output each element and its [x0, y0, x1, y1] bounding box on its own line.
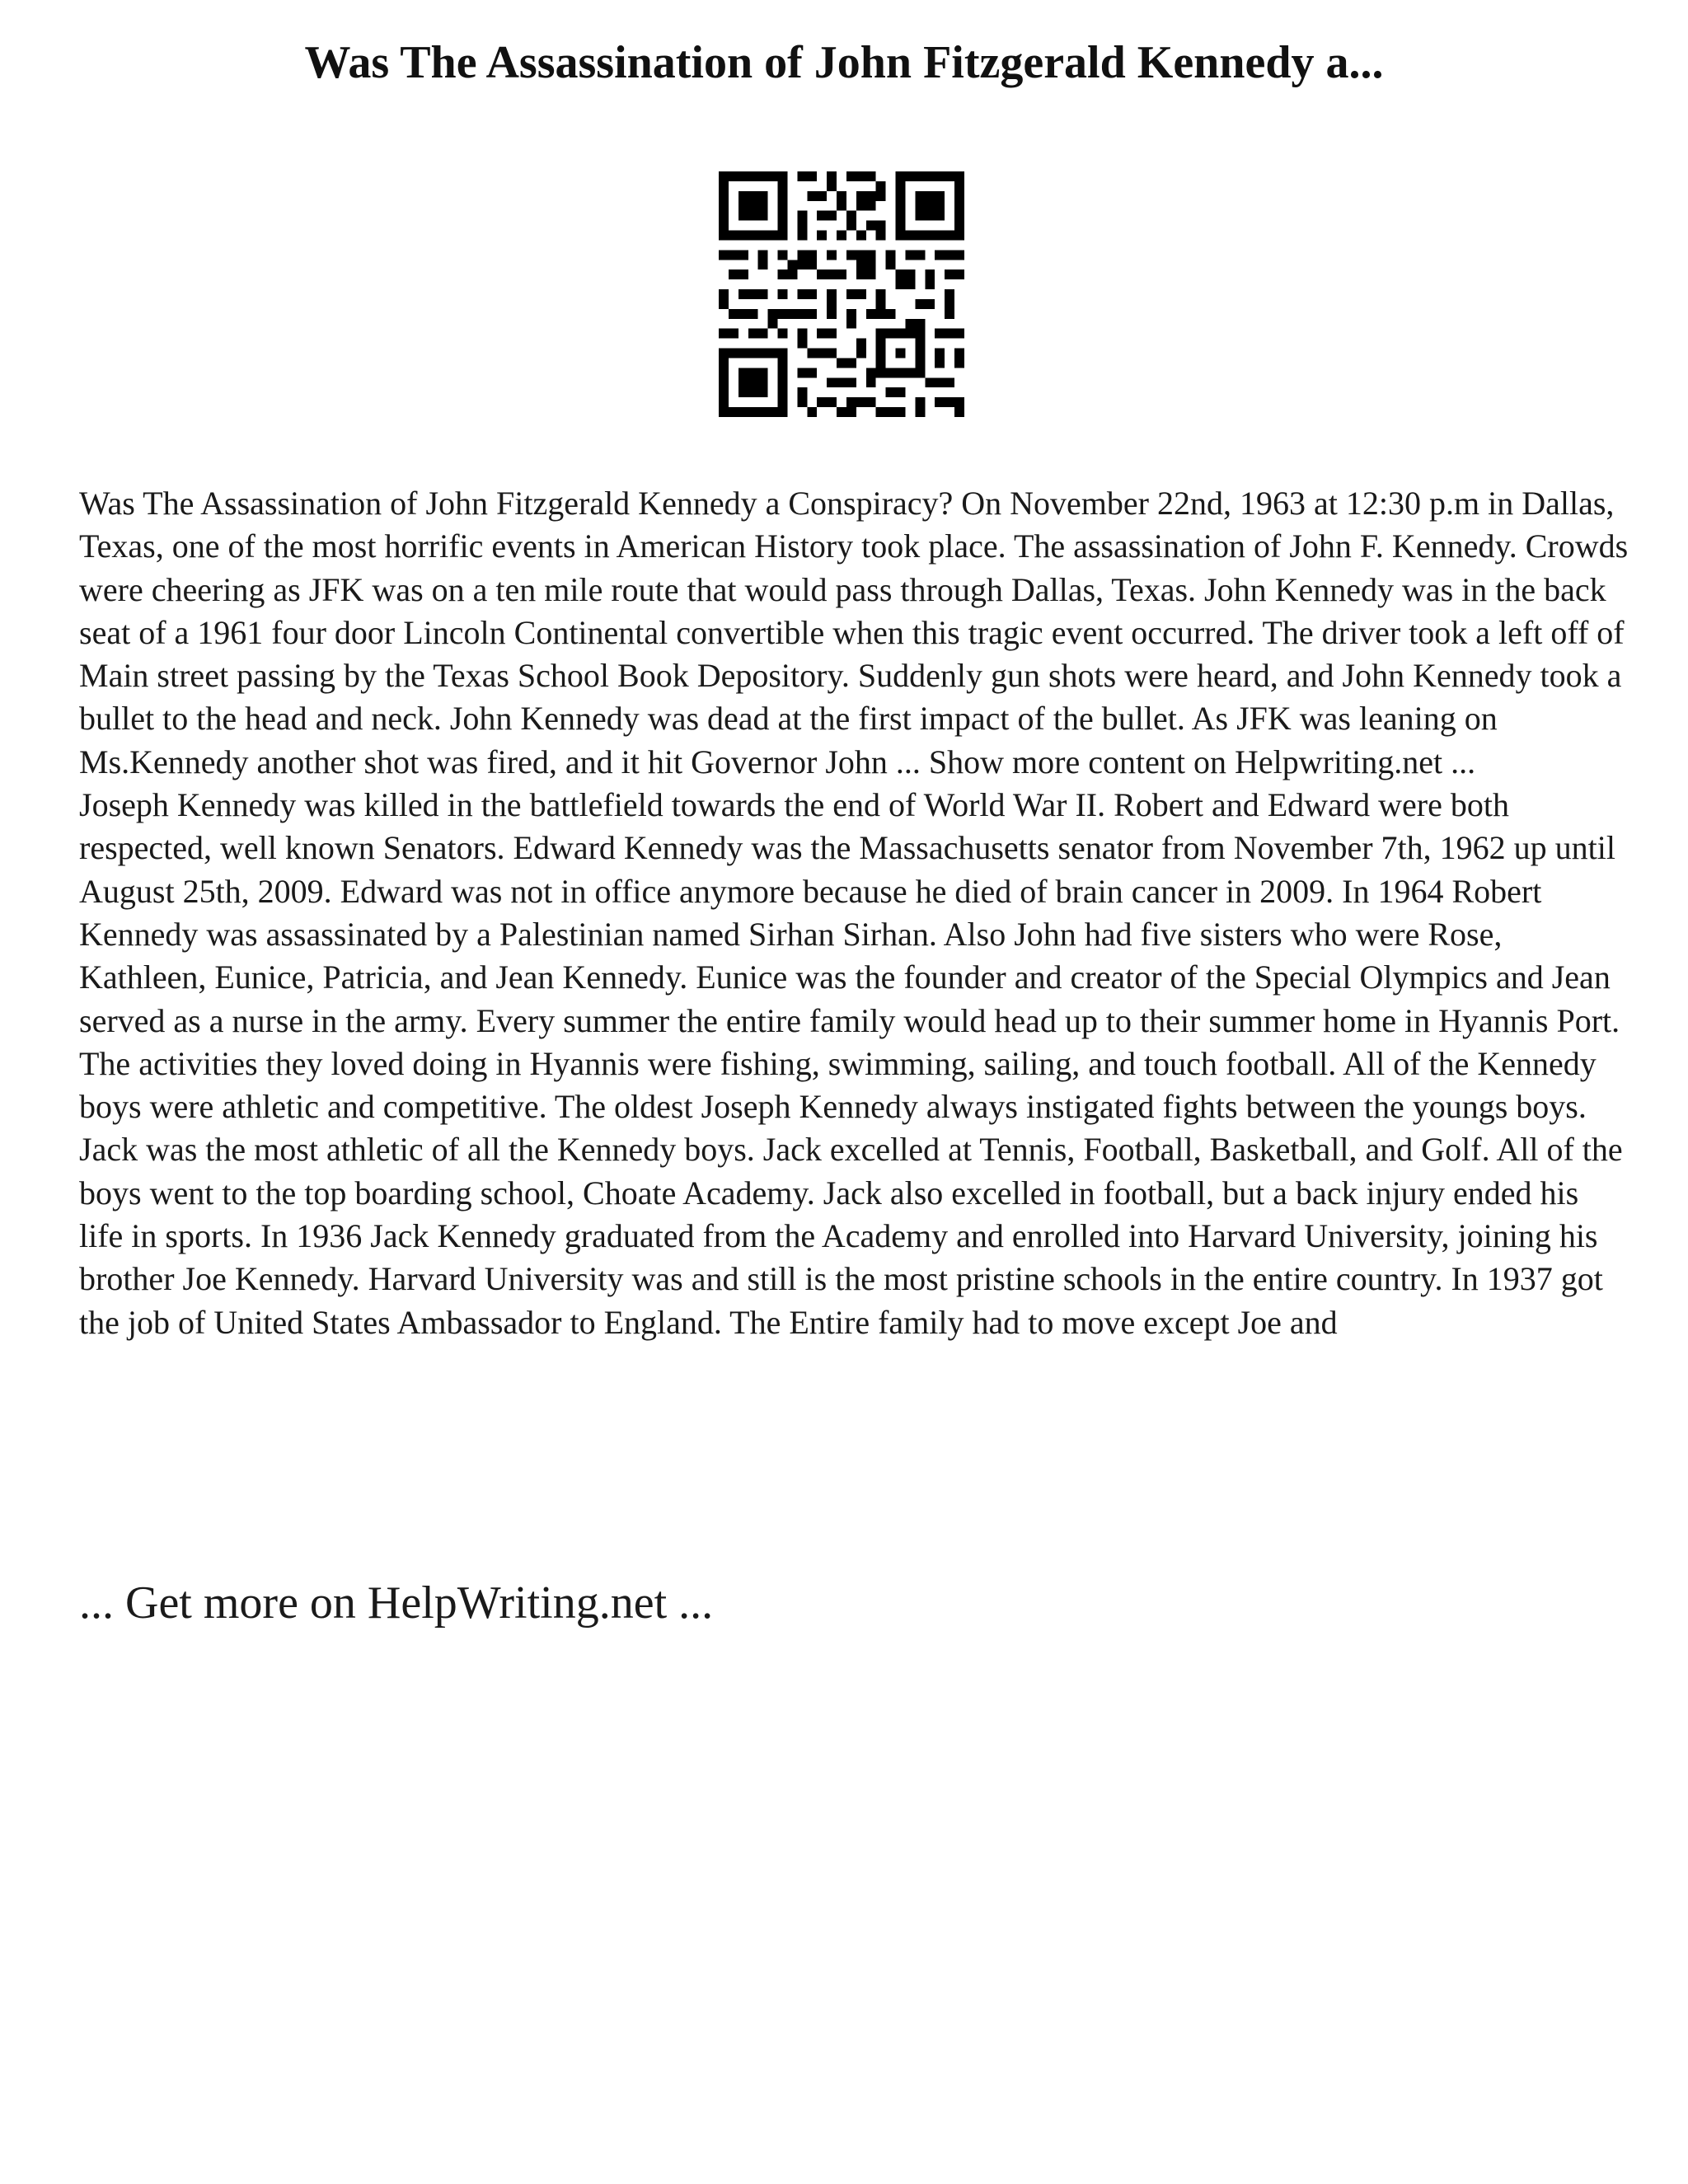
qr-code-icon — [719, 171, 964, 417]
article-body — [79, 482, 1629, 1344]
article-paragraph-1: Was The Assassination of John Fitzgerald Kennedy a Conspiracy? On November 22nd, 1963 at 12:30 p.m in Dallas, Texas, one of the most horrific events in American History took place. The assassination of John F. Kennedy. Crowds were cheering as JFK was on a ten mile route that would pass through Dallas, Texas. John Kennedy was in the back seat of a 1961 four door Lincoln Continental convertible when this tragic event occurred. The driver took a left off of Main street passing by the Texas School Book Depository. Suddenly gun shots were heard, and John Kennedy took a bullet to the head and neck. John Kennedy was dead at the first impact of the bullet. As JFK was leaning on Ms.Kennedy another shot was fired, and it hit Governor John ... Show more content on Helpwriting.net ... — [79, 485, 1629, 780]
document-title: Was The Assassination of John Fitzgerald Kennedy a... — [304, 37, 1384, 88]
get-more-link[interactable]: ... Get more on HelpWriting.net ... — [79, 1577, 714, 1629]
article-paragraph-2: Joseph Kennedy was killed in the battlefield towards the end of World War II. Robert and Edward were both respected, well known Senators. Edward Kennedy was the Massachusetts senator from November 7th, 1962 up until August 25th, 2009. Edward was not in office anymore because he died of brain cancer in 2009. In 1964 Robert Kennedy was assassinated by a Palestinian named Sirhan Sirhan. Also John had five sisters who were Rose, Kathleen, Eunice, Patricia, and Jean Kennedy. Eunice was the founder and creator of the Special Olympics and Jean served as a nurse in the army. Every summer the entire family would head up to their summer home in Hyannis Port. The activities they loved doing in Hyannis were fishing, swimming, sailing, and touch football. All of the Kennedy boys were athletic and competitive. The oldest Joseph Kennedy always instigated fights between the youngs boys. Jack was the most athletic of all the Kennedy boys. Jack excelled at Tennis, Football, Basketball, and Golf. All of the boys went to the top boarding school, Choate Academy. Jack also excelled in football, but a back injury ended his life in sports. In 1936 Jack Kennedy graduated from the Academy and enrolled into Harvard University, joining his brother Joe Kennedy. Harvard University was and still is the most pristine schools in the entire country. In 1937 got the job of United States Ambassador to England. The Entire family had to move except Joe and — [79, 786, 1623, 1341]
